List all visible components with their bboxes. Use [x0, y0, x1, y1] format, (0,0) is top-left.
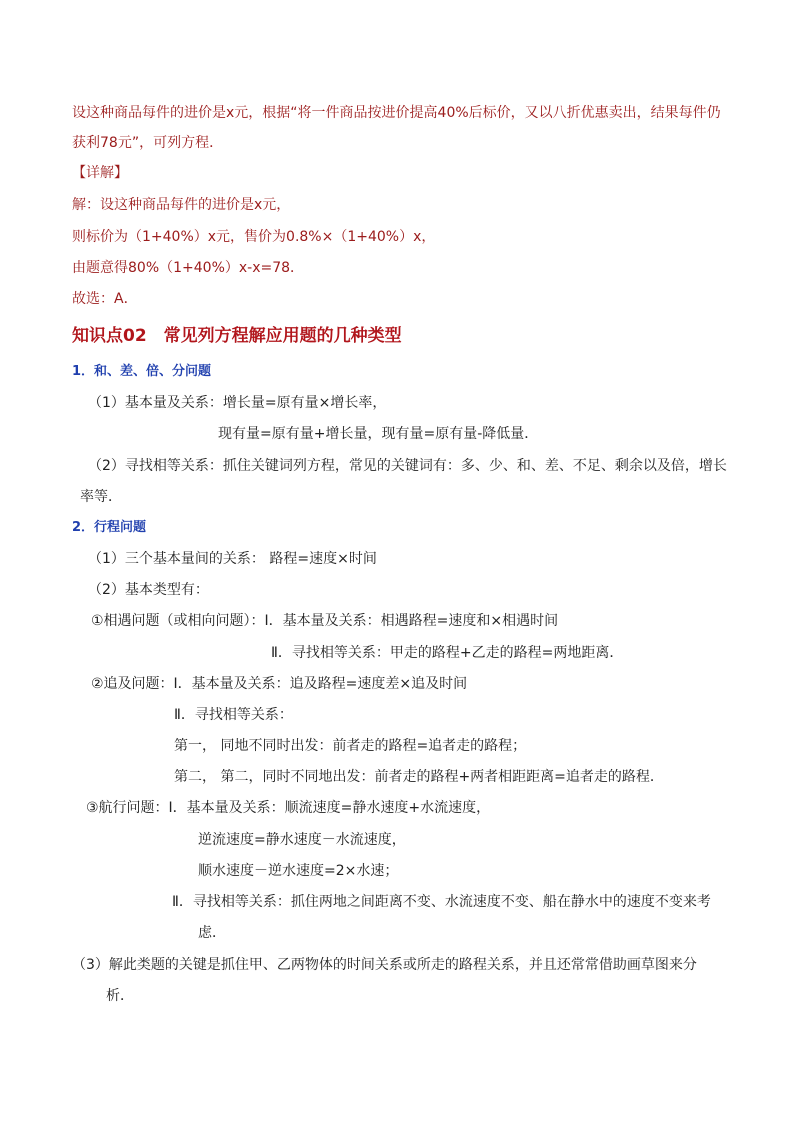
sailing-problem-a: ③航行问题：Ⅰ．基本量及关系：顺流速度=静水速度+水流速度， — [86, 800, 491, 816]
topic-2-item-1: （1）三个基本量间的关系： 路程=速度×时间 — [88, 551, 377, 567]
sailing-problem-c: 顺水速度－逆水速度=2×水速； — [198, 863, 399, 879]
topic-2-item-2: （2）基本类型有： — [88, 582, 209, 598]
topic-2-item-3a: （3）解此类题的关键是抓住甲、乙两物体的时间关系或所走的路程关系，并且还常常借助画草图来分 — [72, 957, 697, 973]
topic-1-title: 1．和、差、倍、分问题 — [72, 364, 212, 379]
intro-line-2: 获利78元”，可列方程． — [72, 135, 224, 151]
detail-tag: 【详解】 — [72, 165, 128, 181]
meeting-problem-a: ①相遇问题（或相向问题）：Ⅰ．基本量及关系：相遇路程=速度和×相遇时间 — [91, 613, 559, 629]
sailing-problem-e: 虑． — [198, 925, 226, 941]
chase-problem-a: ②追及问题：Ⅰ．基本量及关系：追及路程=速度差×追及时间 — [91, 676, 468, 692]
solution-step-1: 解：设这种商品每件的进价是x元， — [72, 197, 291, 213]
solution-step-2: 则标价为（1+40%）x元，售价为0.8%×（1+40%）x， — [72, 229, 436, 245]
sailing-problem-b: 逆流速度=静水速度－水流速度， — [198, 832, 406, 848]
topic-1-item-1b: 现有量=原有量+增长量，现有量=原有量-降低量． — [218, 426, 539, 442]
topic-1-item-2b: 率等． — [80, 489, 122, 505]
section-heading: 知识点02 常见列方程解应用题的几种类型 — [72, 326, 402, 346]
topic-2-item-3b: 析． — [106, 988, 134, 1004]
sailing-problem-d: Ⅱ．寻找相等关系：抓住两地之间距离不变、水流速度不变、船在静水中的速度不变来考 — [172, 894, 711, 910]
meeting-problem-b: Ⅱ．寻找相等关系：甲走的路程+乙走的路程=两地距离． — [271, 645, 624, 661]
chase-problem-d: 第二， 第二，同时不同地出发：前者走的路程+两者相距距离=追者走的路程． — [174, 769, 664, 785]
chase-problem-c: 第一， 同地不同时出发：前者走的路程=追者走的路程； — [174, 738, 527, 754]
conclusion: 故选：A． — [72, 291, 138, 307]
topic-1-item-1a: （1）基本量及关系：增长量=原有量×增长率， — [88, 395, 387, 411]
solution-step-3: 由题意得80%（1+40%）x-x=78． — [72, 260, 305, 276]
chase-problem-b: Ⅱ．寻找相等关系： — [174, 707, 293, 723]
intro-line-1: 设这种商品每件的进价是x元，根据“将一件商品按进价提高40%后标价，又以八折优惠卖出，结果每件仍 — [72, 105, 721, 121]
topic-1-item-2a: （2）寻找相等关系：抓住关键词列方程，常见的关键词有：多、少、和、差、不足、剩余以及倍，增长 — [88, 458, 727, 474]
topic-2-title: 2．行程问题 — [72, 520, 147, 535]
